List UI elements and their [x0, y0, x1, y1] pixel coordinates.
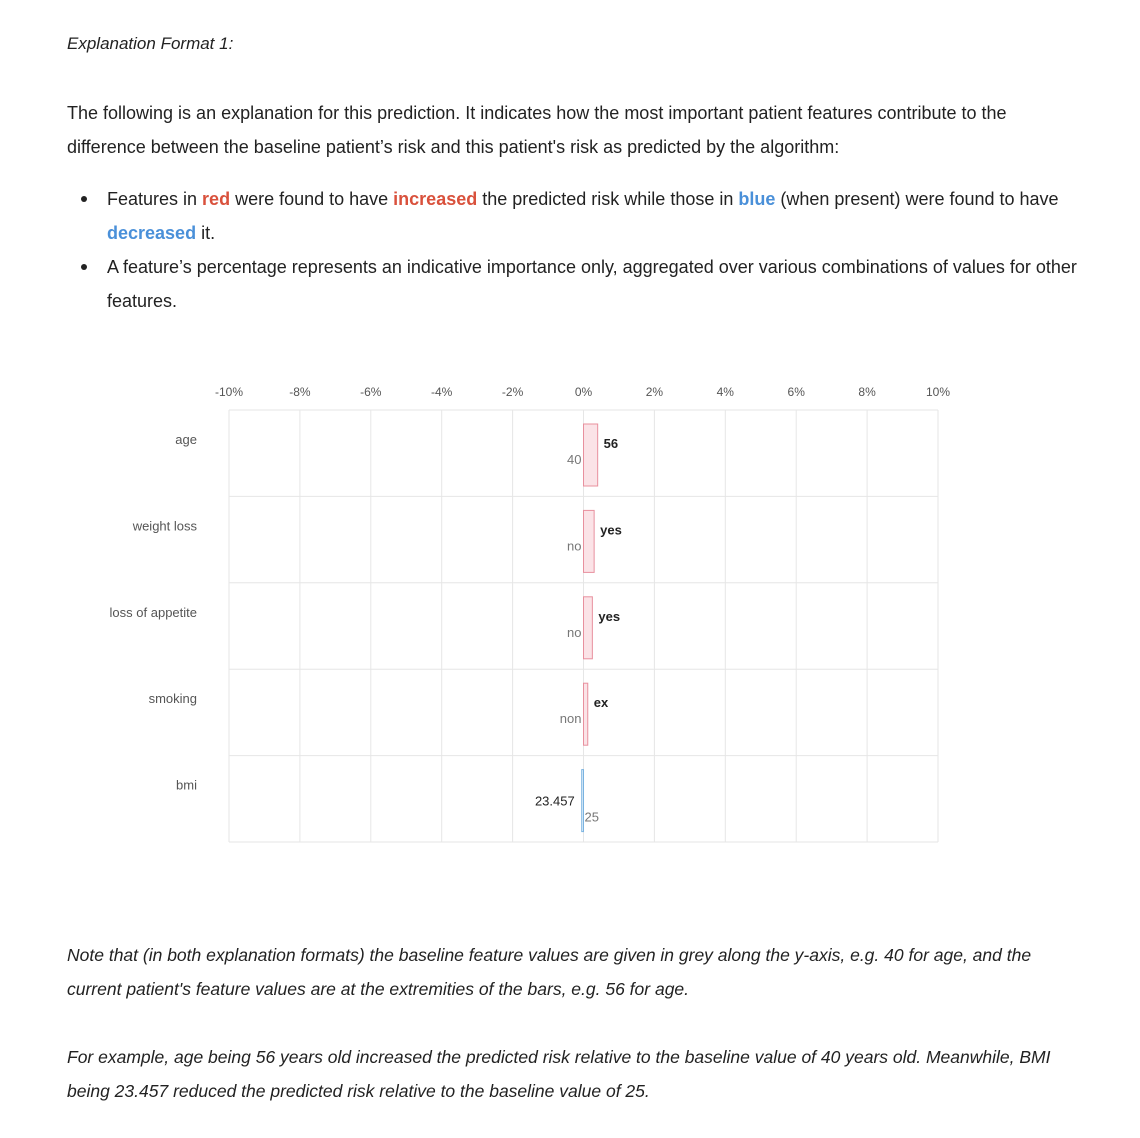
increased-word: increased: [393, 189, 478, 209]
feature-label: weight loss: [132, 518, 197, 534]
feature-label: bmi: [176, 777, 197, 793]
current-value: yes: [600, 522, 622, 538]
feature-bar: [582, 770, 584, 832]
baseline-value: no: [567, 538, 582, 554]
x-tick-label: -2%: [501, 385, 524, 399]
x-tick-label: 6%: [787, 385, 805, 399]
x-tick-label: 2%: [645, 385, 664, 399]
note-baseline: Note that (in both explanation formats) the baseline feature values are given in grey along the y-axis, e.g. 40 for age, and the current patient's feature values are at the extremities of the bars, e.g. 56 for age.: [67, 945, 1032, 999]
baseline-value: no: [567, 624, 582, 640]
current-value: 23.457: [534, 793, 575, 809]
baseline-value: 40: [567, 452, 582, 467]
bullet-percentage: A feature’s percentage represents an indicative importance only, aggregated over various combinations of values for other features.: [67, 250, 1077, 318]
x-tick-label: 0%: [574, 385, 593, 399]
x-tick-label: -4%: [431, 385, 453, 399]
current-value: ex: [593, 695, 609, 711]
x-tick-label: 4%: [716, 385, 734, 399]
feature-bar: [584, 683, 588, 745]
intro-paragraph: The following is an explanation for this prediction. It indicates how the most important patient features contribute to the difference between the baseline patient’s risk and this patient's risk as predicted by the algorithm:: [67, 103, 1007, 157]
feature-label: loss of appetite: [109, 604, 197, 620]
feature-bar: [584, 510, 595, 572]
bullet-colors: Features in red were found to have increased the predicted risk while those in blue (when present) were found to have decreased it.: [67, 182, 1077, 250]
feature-label: age: [175, 432, 197, 447]
x-tick-label: -8%: [289, 385, 311, 399]
x-tick-label: 8%: [858, 385, 876, 399]
baseline-value: non: [559, 711, 582, 727]
feature-bar: [584, 424, 598, 486]
feature-label: smoking: [148, 691, 197, 707]
decreased-word: decreased: [107, 223, 197, 243]
current-value: yes: [598, 608, 621, 624]
baseline-value: 25: [584, 809, 599, 825]
current-value: 56: [603, 436, 619, 451]
note-example: For example, age being 56 years old increased the predicted risk relative to the baseline value of 40 years old. Meanwhile, BMI being 23.457 reduced the predicted risk relative to the baseline value of 25.: [67, 1047, 1051, 1101]
explanation-heading: Explanation Format 1:: [67, 34, 234, 53]
blue-word: blue: [738, 189, 776, 209]
x-tick-label: -10%: [214, 385, 244, 399]
feature-bar: [584, 597, 593, 659]
red-word: red: [202, 189, 231, 209]
x-tick-label: -6%: [360, 385, 382, 399]
x-tick-label: 10%: [925, 385, 951, 399]
